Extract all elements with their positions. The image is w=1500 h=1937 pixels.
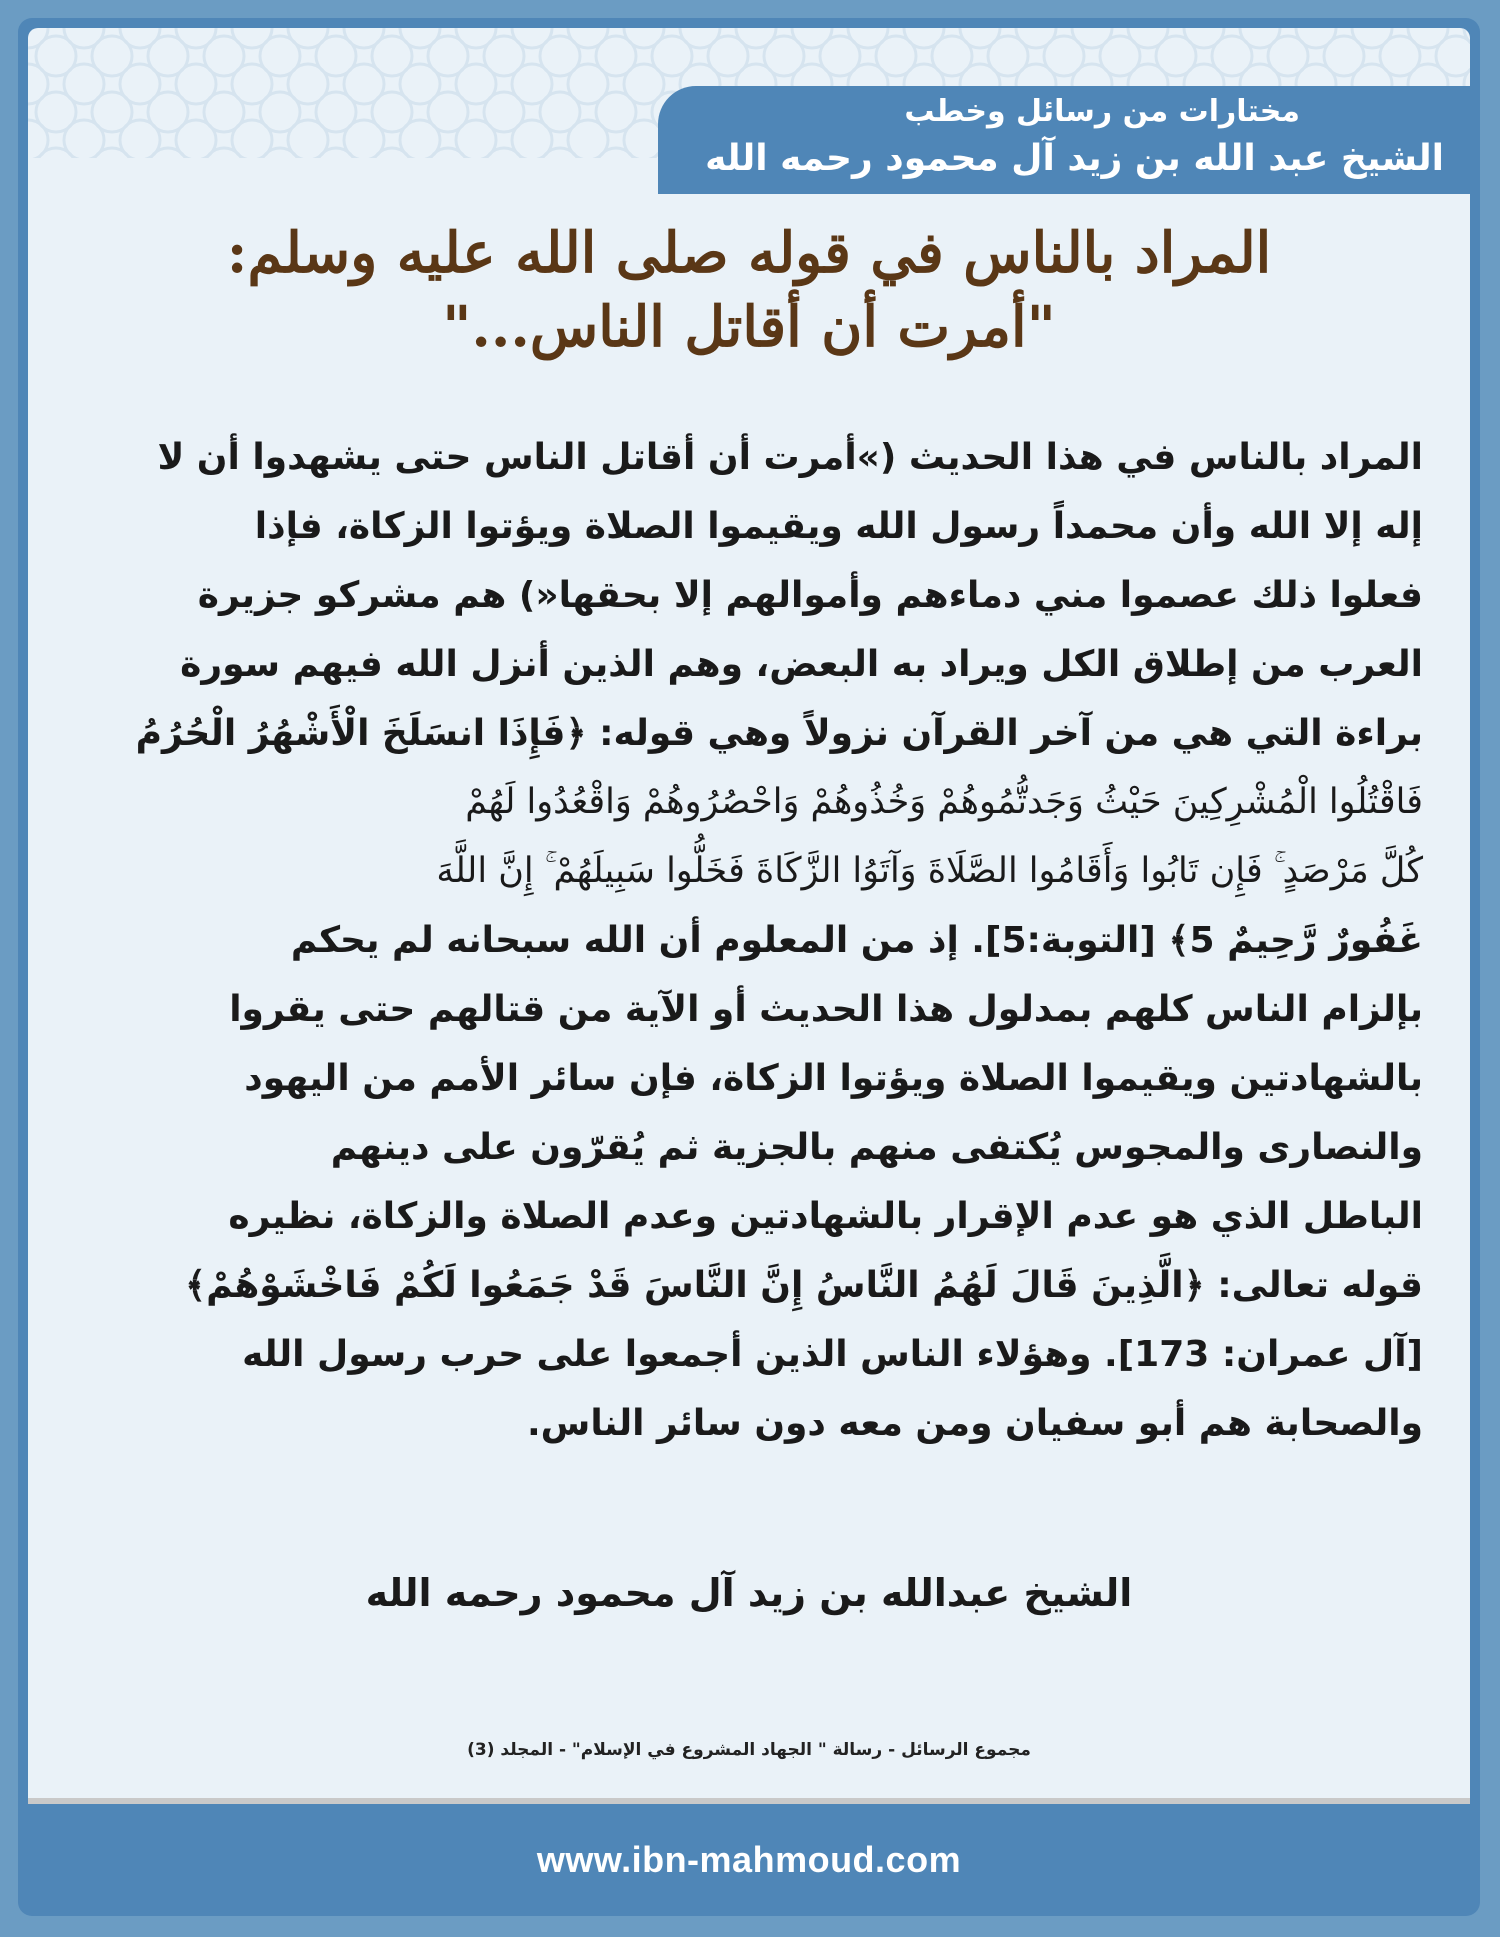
page-title xyxy=(68,216,1430,364)
quran-verse-line: كُلَّ مَرْصَدٍ ۚ فَإِن تَابُوا وَأَقَامُوا الصَّلَاةَ وَآتَوُا الزَّكَاةَ فَخَلُّوا سَبِيلَهُمْ ۚ إِنَّ اللَّهَ xyxy=(436,851,1423,891)
title-line-1: المراد بالناس في قوله صلى الله عليه وسلم: xyxy=(226,220,1272,286)
body-line: المراد بالناس في هذا الحديث (»أمرت أن أقاتل الناس حتى يشهدوا أن لا xyxy=(157,437,1423,478)
body-line: [آل عمران: 173]. وهؤلاء الناس الذين أجمعوا على حرب رسول الله xyxy=(242,1334,1423,1375)
body-line: بإلزام الناس كلهم بمدلول هذا الحديث أو الآية من قتالهم حتى يقروا xyxy=(229,989,1423,1030)
body-line: والنصارى والمجوس يُكتفى منهم بالجزية ثم يُقرّون على دينهم xyxy=(330,1127,1423,1168)
series-title: مختارات من رسائل وخطب xyxy=(904,94,1300,129)
body-line: قوله تعالى: ﴿الَّذِينَ قَالَ لَهُمُ النَّاسُ إِنَّ النَّاسَ قَدْ جَمَعُوا لَكُمْ فَاخْشَوْهُمْ﴾ xyxy=(185,1265,1423,1306)
series-header xyxy=(658,86,1470,194)
body-line: الباطل الذي هو عدم الإقرار بالشهادتين وعدم الصلاة والزكاة، نظيره xyxy=(228,1196,1423,1237)
body-line: غَفُورٌ رَّحِيمٌ 5﴾ [التوبة:5]. إذ من المعلوم أن الله سبحانه لم يحكم xyxy=(290,920,1423,961)
content-panel xyxy=(28,28,1470,1804)
quran-verse-line: فَاقْتُلُوا الْمُشْرِكِينَ حَيْثُ وَجَدتُّمُوهُمْ وَخُذُوهُمْ وَاحْصُرُوهُمْ وَاقْعُدُوا لَهُمْ xyxy=(465,782,1423,822)
website-link[interactable]: www.ibn-mahmoud.com xyxy=(536,1839,962,1880)
body-line: إله إلا الله وأن محمداً رسول الله ويقيموا الصلاة ويؤتوا الزكاة، فإذا xyxy=(254,506,1423,547)
source-citation: مجموع الرسائل - رسالة " الجهاد المشروع في الإسلام" - المجلد (3) xyxy=(467,1740,1031,1760)
body-line: والصحابة هم أبو سفيان ومن معه دون سائر الناس. xyxy=(527,1403,1423,1444)
page-frame xyxy=(18,18,1480,1916)
series-author: الشيخ عبد الله بن زيد آل محمود رحمه الله xyxy=(705,138,1444,179)
body-line: براءة التي هي من آخر القرآن نزولاً وهي قوله: ﴿فَإِذَا انسَلَخَ الْأَشْهُرُ الْحُرُمُ xyxy=(135,713,1423,754)
body-line: فعلوا ذلك عصموا مني دماءهم وأموالهم إلا بحقها«) هم مشركو جزيرة xyxy=(197,575,1423,616)
title-line-2: "أمرت أن أقاتل الناس..." xyxy=(442,294,1056,360)
body-line: العرب من إطلاق الكل ويراد به البعض، وهم الذين أنزل الله فيهم سورة xyxy=(180,644,1423,685)
author-signature: الشيخ عبدالله بن زيد آل محمود رحمه الله xyxy=(365,1571,1133,1615)
body-line: بالشهادتين ويقيموا الصلاة ويؤتوا الزكاة، فإن سائر الأمم من اليهود xyxy=(244,1058,1423,1099)
footer-bar xyxy=(18,1804,1480,1916)
article-body xyxy=(135,423,1423,1458)
